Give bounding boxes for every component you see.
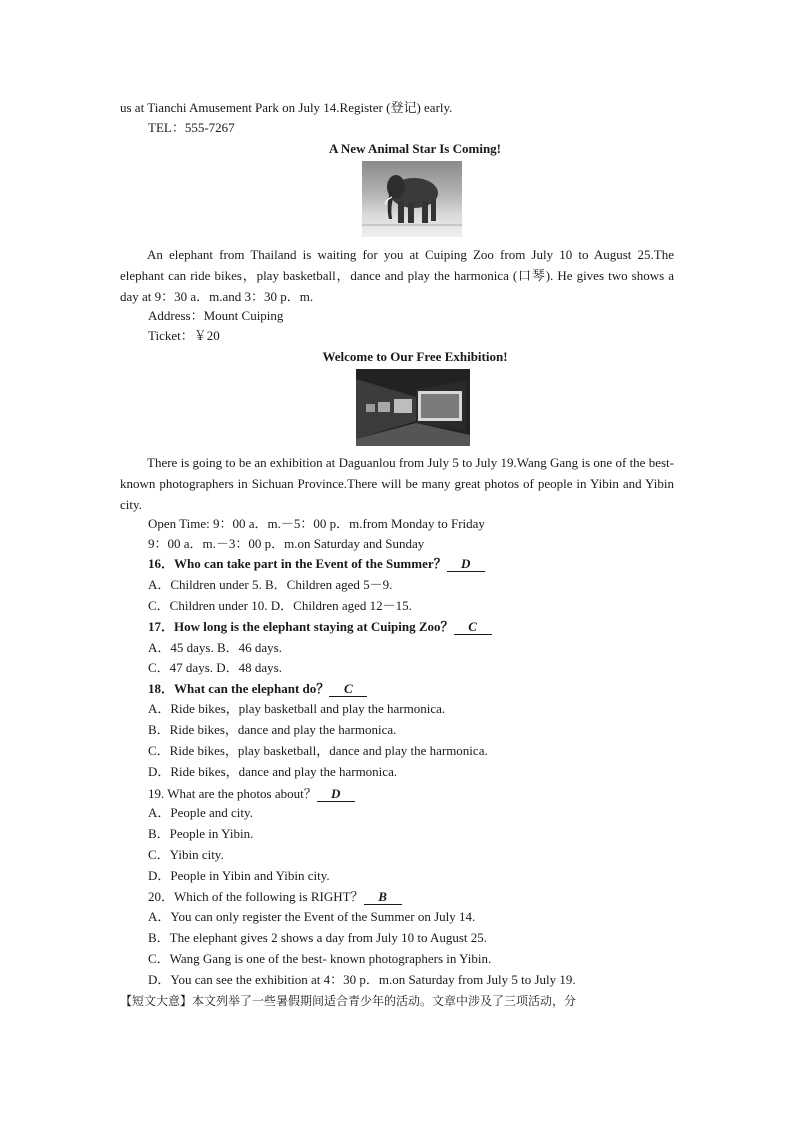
question-18-option-b: B．Ride bikes，dance and play the harmonica.: [148, 722, 397, 737]
ad3-open-time-2: 9：00 a．m.－3：00 p．m.on Saturday and Sunday: [148, 536, 425, 551]
elephant-photo: [362, 161, 462, 237]
answer-blank: D: [317, 787, 355, 802]
question-20-option-a: A．You can only register the Event of the Summer on July 14.: [148, 909, 476, 924]
question-19-option-c: C．Yibin city.: [148, 847, 224, 862]
ad2-title: A New Animal Star Is Coming!: [328, 141, 502, 156]
question-stem: 17．How long is the elephant staying at Cuiping Zoo？: [148, 619, 454, 634]
ad2-address: Address：Mount Cuiping: [148, 308, 284, 323]
question-19-option-b: B．People in Yibin.: [148, 826, 254, 841]
ad2-body-text: An elephant from Thailand is waiting for you at Cuiping Zoo from July 10 to August 25.The elephant can ride bikes，play basketball，dance and play the harmonica (口琴). He gives two shows a day at 9：30 a．m.and 3：30 p．m.: [120, 247, 674, 304]
question-20-option-c: C．Wang Gang is one of the best- known photographers in Yibin.: [148, 951, 492, 966]
question-17-options-row-2: C．47 days. D．48 days.: [148, 660, 282, 675]
question-18-option-d: D．Ride bikes，dance and play the harmonica.: [148, 764, 398, 779]
question-18-option-c: C．Ride bikes，play basketball，dance and play the harmonica.: [148, 743, 488, 758]
question-18: [148, 681, 367, 697]
question-20-option-b: B．The elephant gives 2 shows a day from July 10 to August 25.: [148, 930, 488, 945]
intro-tel: TEL：555-7267: [148, 120, 235, 135]
question-19-option-a: A．People and city.: [148, 805, 253, 820]
question-20: [148, 889, 402, 905]
question-19-option-d: D．People in Yibin and Yibin city.: [148, 868, 330, 883]
question-19: [148, 786, 355, 802]
answer-blank: C: [329, 682, 367, 697]
ad2-body: [120, 244, 674, 307]
question-16-options-row-1: A．Children under 5. B．Children aged 5－9.: [148, 577, 393, 592]
summary-line: 【短文大意】本文列举了一些暑假期间适合青少年的活动。文章中涉及了三项活动，分: [120, 994, 577, 1008]
ad3-body: [120, 452, 674, 515]
question-stem: 16．Who can take part in the Event of the Summer？: [148, 556, 447, 571]
ad2-ticket: Ticket：￥20: [148, 328, 220, 343]
question-20-option-d: D．You can see the exhibition at 4：30 p．m.on Saturday from July 5 to July 19.: [148, 972, 576, 987]
question-stem: 19. What are the photos about？: [148, 786, 317, 801]
exhibition-photo: [356, 369, 470, 446]
question-17: [148, 619, 492, 635]
ad3-open-time-1: Open Time: 9：00 a．m.－5：00 p．m.from Monday to Friday: [148, 516, 485, 531]
answer-blank: C: [454, 620, 492, 635]
intro-line: us at Tianchi Amusement Park on July 14.Register (登记) early.: [120, 100, 453, 115]
question-16: [148, 556, 485, 572]
answer-blank: D: [447, 557, 485, 572]
answer-blank: B: [364, 890, 402, 905]
question-16-options-row-2: C．Children under 10. D．Children aged 12－15.: [148, 598, 412, 613]
question-17-options-row-1: A．45 days. B．46 days.: [148, 640, 282, 655]
question-stem: 20．Which of the following is RIGHT？: [148, 889, 364, 904]
question-stem: 18．What can the elephant do？: [148, 681, 330, 696]
ad3-title: Welcome to Our Free Exhibition!: [322, 349, 508, 364]
ad3-body-text: There is going to be an exhibition at Daguanlou from July 5 to July 19.Wang Gang is one of the best- known photographers in Sichuan Province.There will be many great photos of people in Yibin and Yibin city.: [120, 455, 674, 512]
question-18-option-a: A．Ride bikes，play basketball and play the harmonica.: [148, 701, 446, 716]
